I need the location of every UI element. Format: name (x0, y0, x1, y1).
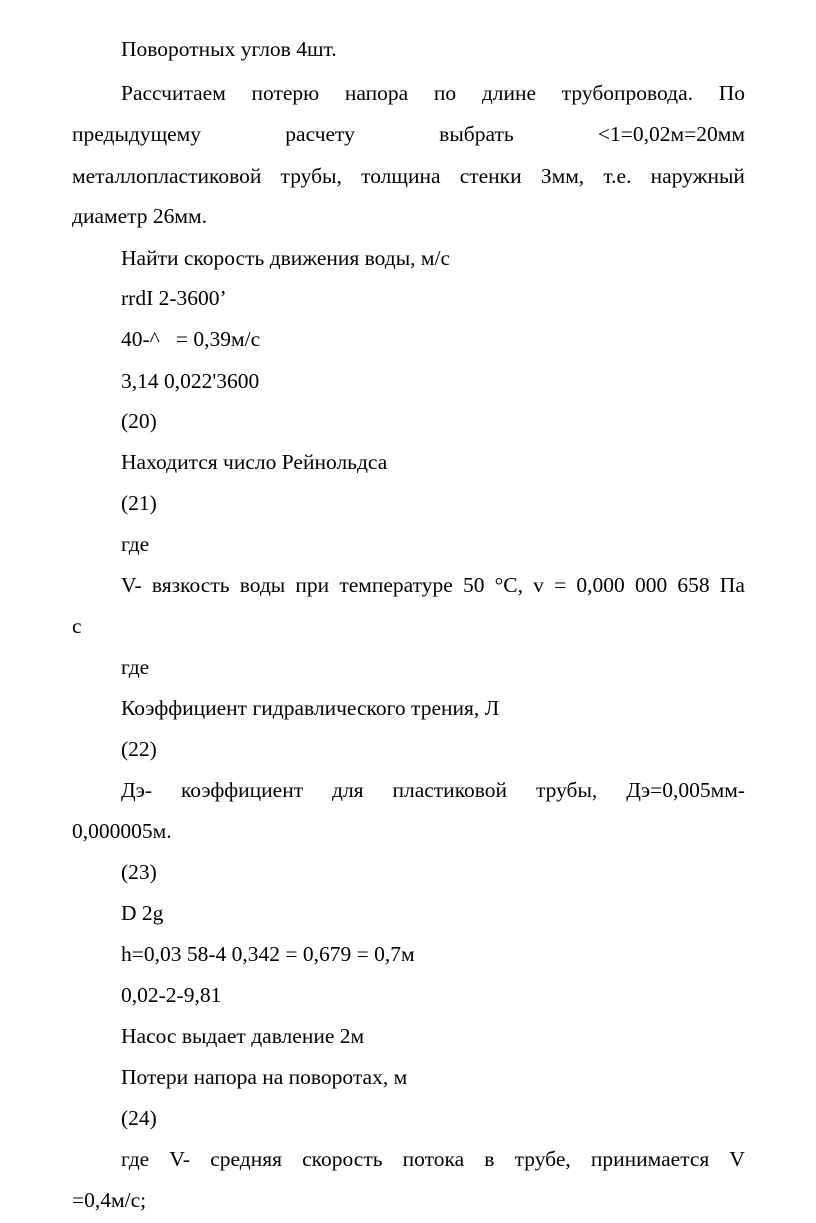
word: трубе, (514, 1147, 571, 1171)
word: потока (402, 1147, 465, 1171)
word: трубы, (280, 164, 342, 188)
formula-line: rrdI 2-3600’ (121, 286, 227, 310)
text-line: с (72, 614, 82, 638)
word: пластиковой (392, 778, 508, 802)
justified-line (121, 1149, 745, 1171)
word: Змм, (540, 164, 585, 188)
justified-line (72, 124, 745, 146)
word: расчету (285, 122, 355, 146)
word: предыдущему (72, 122, 202, 146)
word: стенки (459, 164, 522, 188)
equation-number: (21) (121, 491, 157, 515)
word: V- (169, 1147, 191, 1171)
text-line: Найти скорость движения воды, м/с (121, 246, 451, 270)
word: толщина (361, 164, 441, 188)
word: По (718, 81, 745, 105)
formula-line: h=0,03 58-4 0,342 = 0,679 = 0,7м (121, 942, 415, 966)
text-line: Потери напора на поворотах, м (121, 1065, 408, 1089)
word: принимается (590, 1147, 710, 1171)
word: Дэ=0,005мм- (626, 778, 745, 802)
text-line: 0,000005м. (72, 819, 172, 843)
formula-line: D 2g (121, 901, 164, 925)
word: Па (719, 573, 745, 597)
word: средняя (210, 1147, 282, 1171)
word: 658 (677, 573, 710, 597)
equation-number: (20) (121, 409, 157, 433)
word: 50 (463, 573, 485, 597)
word: потерю (251, 81, 320, 105)
formula-line: 40-^ = 0,39м/с (121, 327, 261, 351)
word: в (484, 1147, 495, 1171)
word: v (533, 573, 544, 597)
text-line: где (121, 655, 150, 679)
word: скорость (302, 1147, 383, 1171)
word: металлопластиковой (72, 164, 262, 188)
text-line: Коэффициент гидравлического трения, Л (121, 696, 500, 720)
text-line: =0,4м/с; (72, 1188, 147, 1212)
word: где (121, 1147, 150, 1171)
word: 0,000 (576, 573, 625, 597)
word: °С, (494, 573, 523, 597)
word: трубы, (535, 778, 598, 802)
word: по (433, 81, 457, 105)
formula-line: 0,02-2-9,81 (121, 983, 222, 1007)
text-line: Насос выдает давление 2м (121, 1024, 365, 1048)
word: Дэ- (121, 778, 153, 802)
word: <1=0,02м=20мм (597, 122, 745, 146)
text-line: Находится число Рейнольдса (121, 450, 388, 474)
justified-line (72, 166, 745, 188)
word: выбрать (439, 122, 514, 146)
word: наружный (650, 164, 745, 188)
word: воды (239, 573, 286, 597)
equation-number: (23) (121, 860, 157, 884)
justified-line (121, 575, 745, 597)
justified-line (121, 83, 745, 105)
text-line: диаметр 26мм. (72, 204, 208, 228)
word: = (554, 573, 567, 597)
word: при (295, 573, 330, 597)
equation-number: (24) (121, 1106, 157, 1130)
word: для (332, 778, 364, 802)
word: длине (481, 81, 537, 105)
formula-line: 3,14 0,022'3600 (121, 369, 260, 393)
text-line: Поворотных углов 4шт. (121, 37, 337, 61)
word: 000 (634, 573, 668, 597)
word: трубопровода. (561, 81, 694, 105)
word: вязкость (151, 573, 230, 597)
word: температуре (339, 573, 453, 597)
equation-number: (22) (121, 737, 157, 761)
word: Рассчитаем (121, 81, 226, 105)
justified-line (121, 780, 745, 802)
word: V- (121, 573, 142, 597)
word: коэффициент (180, 778, 304, 802)
word: напора (344, 81, 409, 105)
word: т.е. (603, 164, 632, 188)
text-line: где (121, 532, 150, 556)
word: V (729, 1147, 745, 1171)
